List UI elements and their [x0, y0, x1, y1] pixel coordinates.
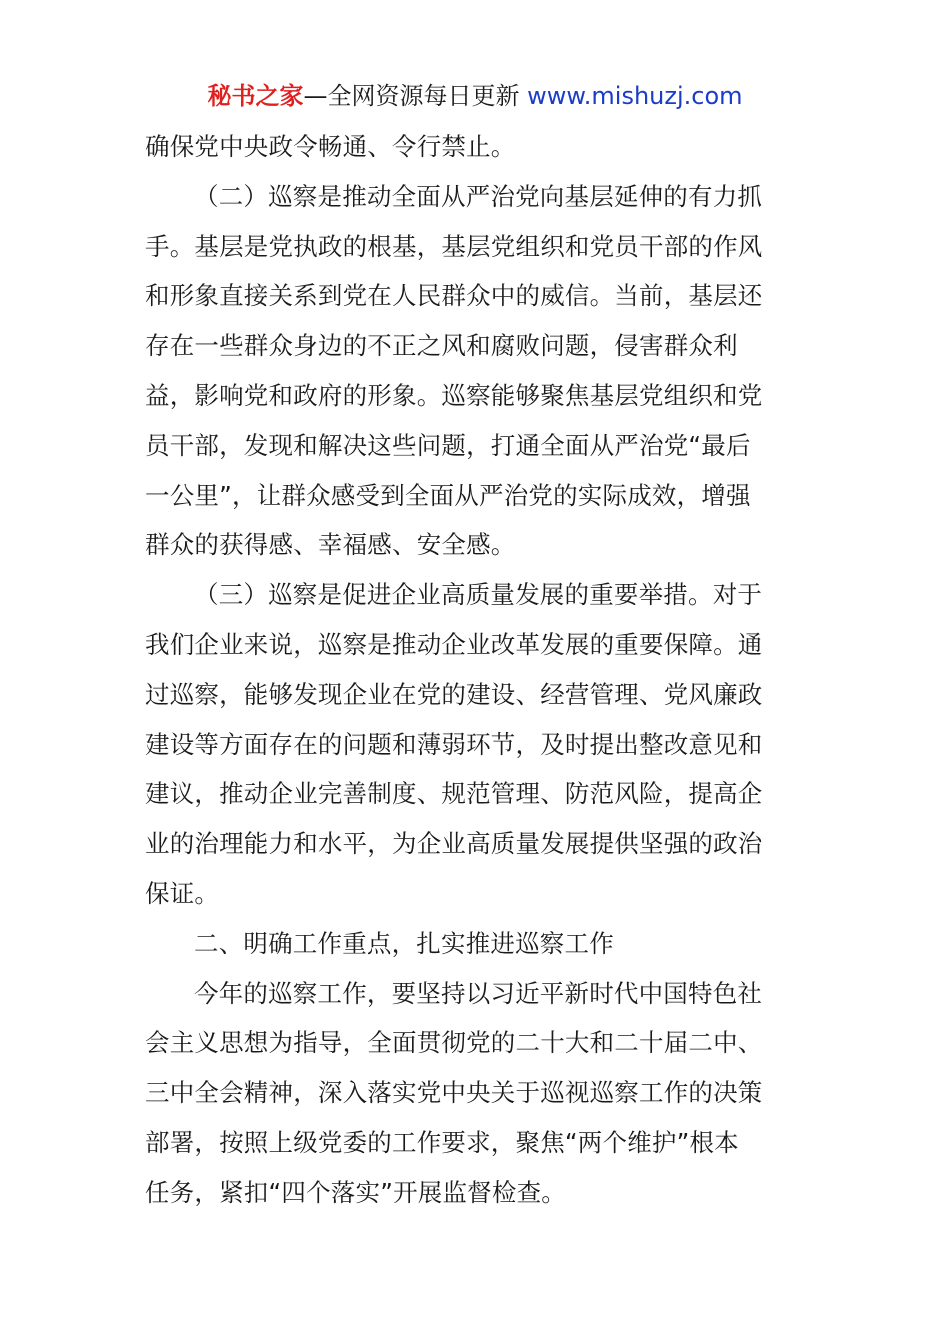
text-line: 建议，推动企业完善制度、规范管理、防范风险，提高企: [145, 779, 763, 809]
text-line: 今年的巡察工作，要坚持以习近平新时代中国特色社: [194, 978, 763, 1008]
text-line: 确保党中央政令畅通、令行禁止。: [145, 132, 516, 161]
text-line: 手。基层是党执政的根基，基层党组织和党员干部的作风: [145, 231, 763, 261]
text-line: 一公里”，让群众感受到全面从严治党的实际成效，增强: [145, 480, 751, 510]
text-line: 业的治理能力和水平，为企业高质量发展提供坚强的政治: [145, 829, 763, 859]
site-brand: 秘书之家: [207, 82, 304, 110]
text-line: 会主义思想为指导，全面贯彻党的二十大和二十届二中、: [145, 1028, 763, 1058]
text-line: 和形象直接关系到党在人民群众中的威信。当前，基层还: [145, 281, 763, 311]
text-line: 群众的获得感、幸福感、安全感。: [145, 530, 516, 560]
text-line: 任务，紧扣“四个落实”开展监督检查。: [145, 1177, 566, 1207]
text-line: 益，影响党和政府的形象。巡察能够聚焦基层党组织和党: [145, 380, 763, 410]
text-line: 员干部，发现和解决这些问题，打通全面从严治党“最后: [145, 430, 751, 460]
site-tagline: 全网资源每日更新: [327, 82, 520, 110]
text-line: 过巡察，能够发现企业在党的建设、经营管理、党风廉政: [145, 679, 763, 709]
document-body: [145, 122, 805, 1218]
section-heading-two: （二）巡察是推动全面从严治党向基层延伸的有力抓: [194, 181, 763, 211]
text-line: 建设等方面存在的问题和薄弱环节，及时提出整改意见和: [145, 729, 763, 759]
site-header: [0, 80, 950, 112]
text-line: 我们企业来说，巡察是推动企业改革发展的重要保障。通: [145, 629, 763, 659]
site-url-link[interactable]: www.mishuzj.com: [527, 82, 743, 110]
text-line: 存在一些群众身边的不正之风和腐败问题，侵害群众利: [145, 331, 738, 361]
chapter-heading: 二、明确工作重点，扎实推进巡察工作: [194, 928, 614, 958]
header-dash: —: [303, 82, 328, 110]
text-line: 保证。: [145, 878, 220, 908]
text-line: 部署，按照上级党委的工作要求，聚焦“两个维护”根本: [145, 1127, 739, 1157]
section-heading-three: （三）巡察是促进企业高质量发展的重要举措。对于: [194, 580, 763, 610]
text-line: 三中全会精神，深入落实党中央关于巡视巡察工作的决策: [145, 1078, 763, 1108]
